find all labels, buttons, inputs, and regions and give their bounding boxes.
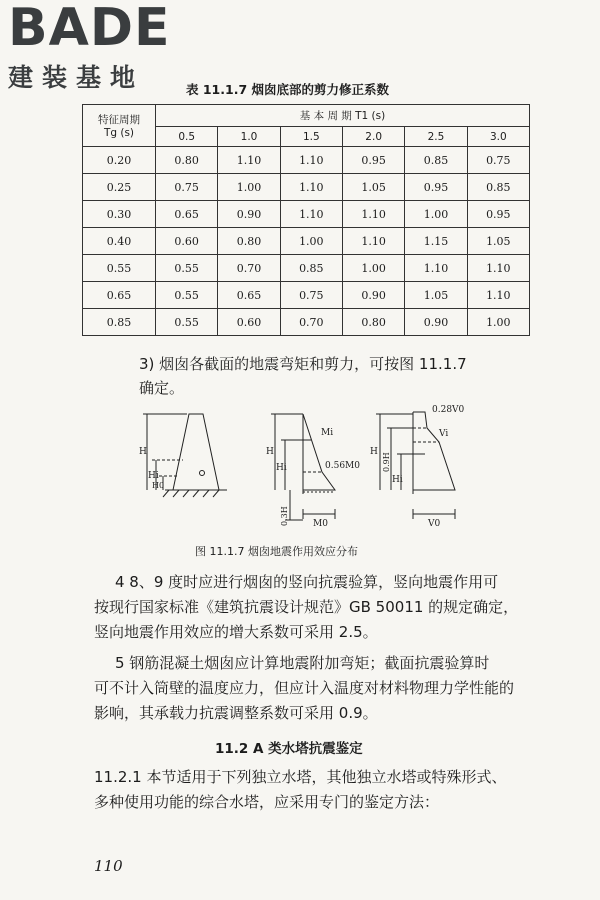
label-Hi-shear: Hi: [392, 475, 403, 485]
coefficient-cell: 0.70: [218, 255, 280, 282]
tg-cell: 0.30: [83, 201, 156, 228]
coefficient-cell: 1.00: [405, 201, 467, 228]
period-column-header: 3.0: [467, 127, 529, 147]
coefficient-cell: 1.10: [342, 228, 404, 255]
coefficient-cell: 0.70: [280, 309, 342, 336]
section-heading: 11.2 A 类水塔抗震鉴定: [215, 741, 363, 757]
coefficient-cell: 0.90: [342, 282, 404, 309]
coefficient-cell: 0.90: [218, 201, 280, 228]
item5-line3: 影响，其承载力抗震调整系数可采用 0.9。: [94, 704, 378, 722]
coefficient-cell: 0.95: [467, 201, 529, 228]
coefficient-cell: 0.80: [156, 147, 218, 174]
coefficient-cell: 0.65: [218, 282, 280, 309]
coefficient-cell: 1.00: [342, 255, 404, 282]
label-H0: H0: [152, 481, 165, 490]
item5-line1: 5 钢筋混凝土烟囱应计算地震附加弯矩；截面抗震验算时: [115, 654, 490, 672]
coefficient-cell: 1.10: [280, 201, 342, 228]
label-H-shear: H: [370, 447, 378, 457]
tg-cell: 0.85: [83, 309, 156, 336]
row-header: [83, 105, 156, 147]
table-row: [83, 147, 530, 174]
period-column-header: 2.5: [405, 127, 467, 147]
opening-mark: [200, 471, 205, 476]
coefficient-cell: 0.80: [342, 309, 404, 336]
coefficient-cell: 0.55: [156, 255, 218, 282]
table-row: [83, 255, 530, 282]
label-056M0: 0.56M0: [325, 461, 360, 471]
period-column-header: 1.5: [280, 127, 342, 147]
bade-logo: [8, 2, 176, 94]
logo-wordmark: BADE: [8, 0, 171, 58]
logo-subtitle: 建装基地: [8, 63, 145, 92]
table-body: [83, 147, 530, 336]
coefficient-cell: 0.85: [467, 174, 529, 201]
coefficient-cell: 0.85: [405, 147, 467, 174]
coefficient-cell: 0.65: [156, 201, 218, 228]
coefficient-cell: 0.60: [218, 309, 280, 336]
table-row: [83, 201, 530, 228]
table-title: 表 11.1.7 烟囱底部的剪力修正系数: [186, 82, 389, 97]
coefficient-cell: 0.75: [280, 282, 342, 309]
table-row: [83, 282, 530, 309]
label-Vi: Vi: [439, 429, 449, 439]
coefficient-cell: 1.00: [218, 174, 280, 201]
table-row: [83, 174, 530, 201]
coefficient-cell: 1.15: [405, 228, 467, 255]
coefficient-cell: 0.95: [405, 174, 467, 201]
row-header-line1: 特征周期: [98, 114, 140, 126]
coefficient-cell: 1.10: [467, 255, 529, 282]
coefficient-cell: 0.80: [218, 228, 280, 255]
label-09H: 0.9H: [382, 452, 391, 472]
label-H: H: [139, 447, 147, 457]
tg-cell: 0.65: [83, 282, 156, 309]
coefficient-cell: 1.10: [467, 282, 529, 309]
label-M0: M0: [313, 519, 328, 529]
page-number: 110: [94, 857, 123, 875]
item3-line2: 确定。: [139, 379, 185, 397]
coefficient-cell: 1.10: [218, 147, 280, 174]
coefficient-cell: 0.55: [156, 282, 218, 309]
item3-line1: 3) 烟囱各截面的地震弯矩和剪力，可按图 11.1.7: [139, 355, 467, 373]
shear-diagram: [413, 412, 455, 490]
row-header-line2: Tg (s): [103, 127, 135, 139]
item4-line2: 按现行国家标准《建筑抗震设计规范》GB 50011 的规定确定，: [94, 598, 519, 616]
label-Hi: Hi: [148, 471, 159, 481]
period-column-header: 1.0: [218, 127, 280, 147]
coefficient-cell: 1.10: [342, 201, 404, 228]
coefficient-cell: 1.10: [280, 147, 342, 174]
column-group-header: 基 本 周 期 T1 (s): [156, 105, 530, 127]
seismic-distribution-figure: [125, 402, 475, 542]
shear-coefficient-table: [82, 104, 530, 336]
table-row: [83, 228, 530, 255]
item5-line2: 可不计入筒壁的温度应力，但应计入温度对材料物理力学性能的: [94, 679, 515, 697]
label-Hi-moment: Hi: [276, 463, 287, 473]
coefficient-cell: 1.00: [280, 228, 342, 255]
item4-line1: 4 8、9 度时应进行烟囱的竖向抗震验算，竖向地震作用可: [115, 573, 499, 591]
label-H-moment: H: [266, 447, 274, 457]
moment-diagram: [303, 414, 335, 490]
tg-cell: 0.55: [83, 255, 156, 282]
coefficient-cell: 0.85: [280, 255, 342, 282]
label-V0: V0: [428, 519, 441, 529]
coefficient-cell: 0.55: [156, 309, 218, 336]
period-column-header: 2.0: [342, 127, 404, 147]
tg-cell: 0.40: [83, 228, 156, 255]
coefficient-cell: 0.90: [405, 309, 467, 336]
period-column-header: 0.5: [156, 127, 218, 147]
table-row: [83, 309, 530, 336]
coefficient-cell: 1.05: [405, 282, 467, 309]
coefficient-cell: 0.60: [156, 228, 218, 255]
coefficient-cell: 1.05: [467, 228, 529, 255]
tg-cell: 0.20: [83, 147, 156, 174]
item4-line3: 竖向地震作用效应的增大系数可采用 2.5。: [94, 623, 378, 641]
figure-caption: 图 11.1.7 烟囱地震作用效应分布: [195, 545, 358, 558]
label-028V0: 0.28V0: [432, 405, 465, 415]
label-Mi: Mi: [321, 428, 334, 438]
coefficient-cell: 0.75: [467, 147, 529, 174]
label-03H: 0.3H: [280, 506, 289, 526]
tg-cell: 0.25: [83, 174, 156, 201]
clause-line2: 多种使用功能的综合水塔，应采用专门的鉴定方法：: [94, 793, 440, 811]
coefficient-cell: 0.95: [342, 147, 404, 174]
clause-line1: 11.2.1 本节适用于下列独立水塔，其他独立水塔或特殊形式、: [94, 768, 507, 786]
coefficient-cell: 1.10: [280, 174, 342, 201]
coefficient-cell: 0.75: [156, 174, 218, 201]
coefficient-cell: 1.10: [405, 255, 467, 282]
chimney-shape: [173, 414, 219, 490]
coefficient-cell: 1.00: [467, 309, 529, 336]
coefficient-cell: 1.05: [342, 174, 404, 201]
